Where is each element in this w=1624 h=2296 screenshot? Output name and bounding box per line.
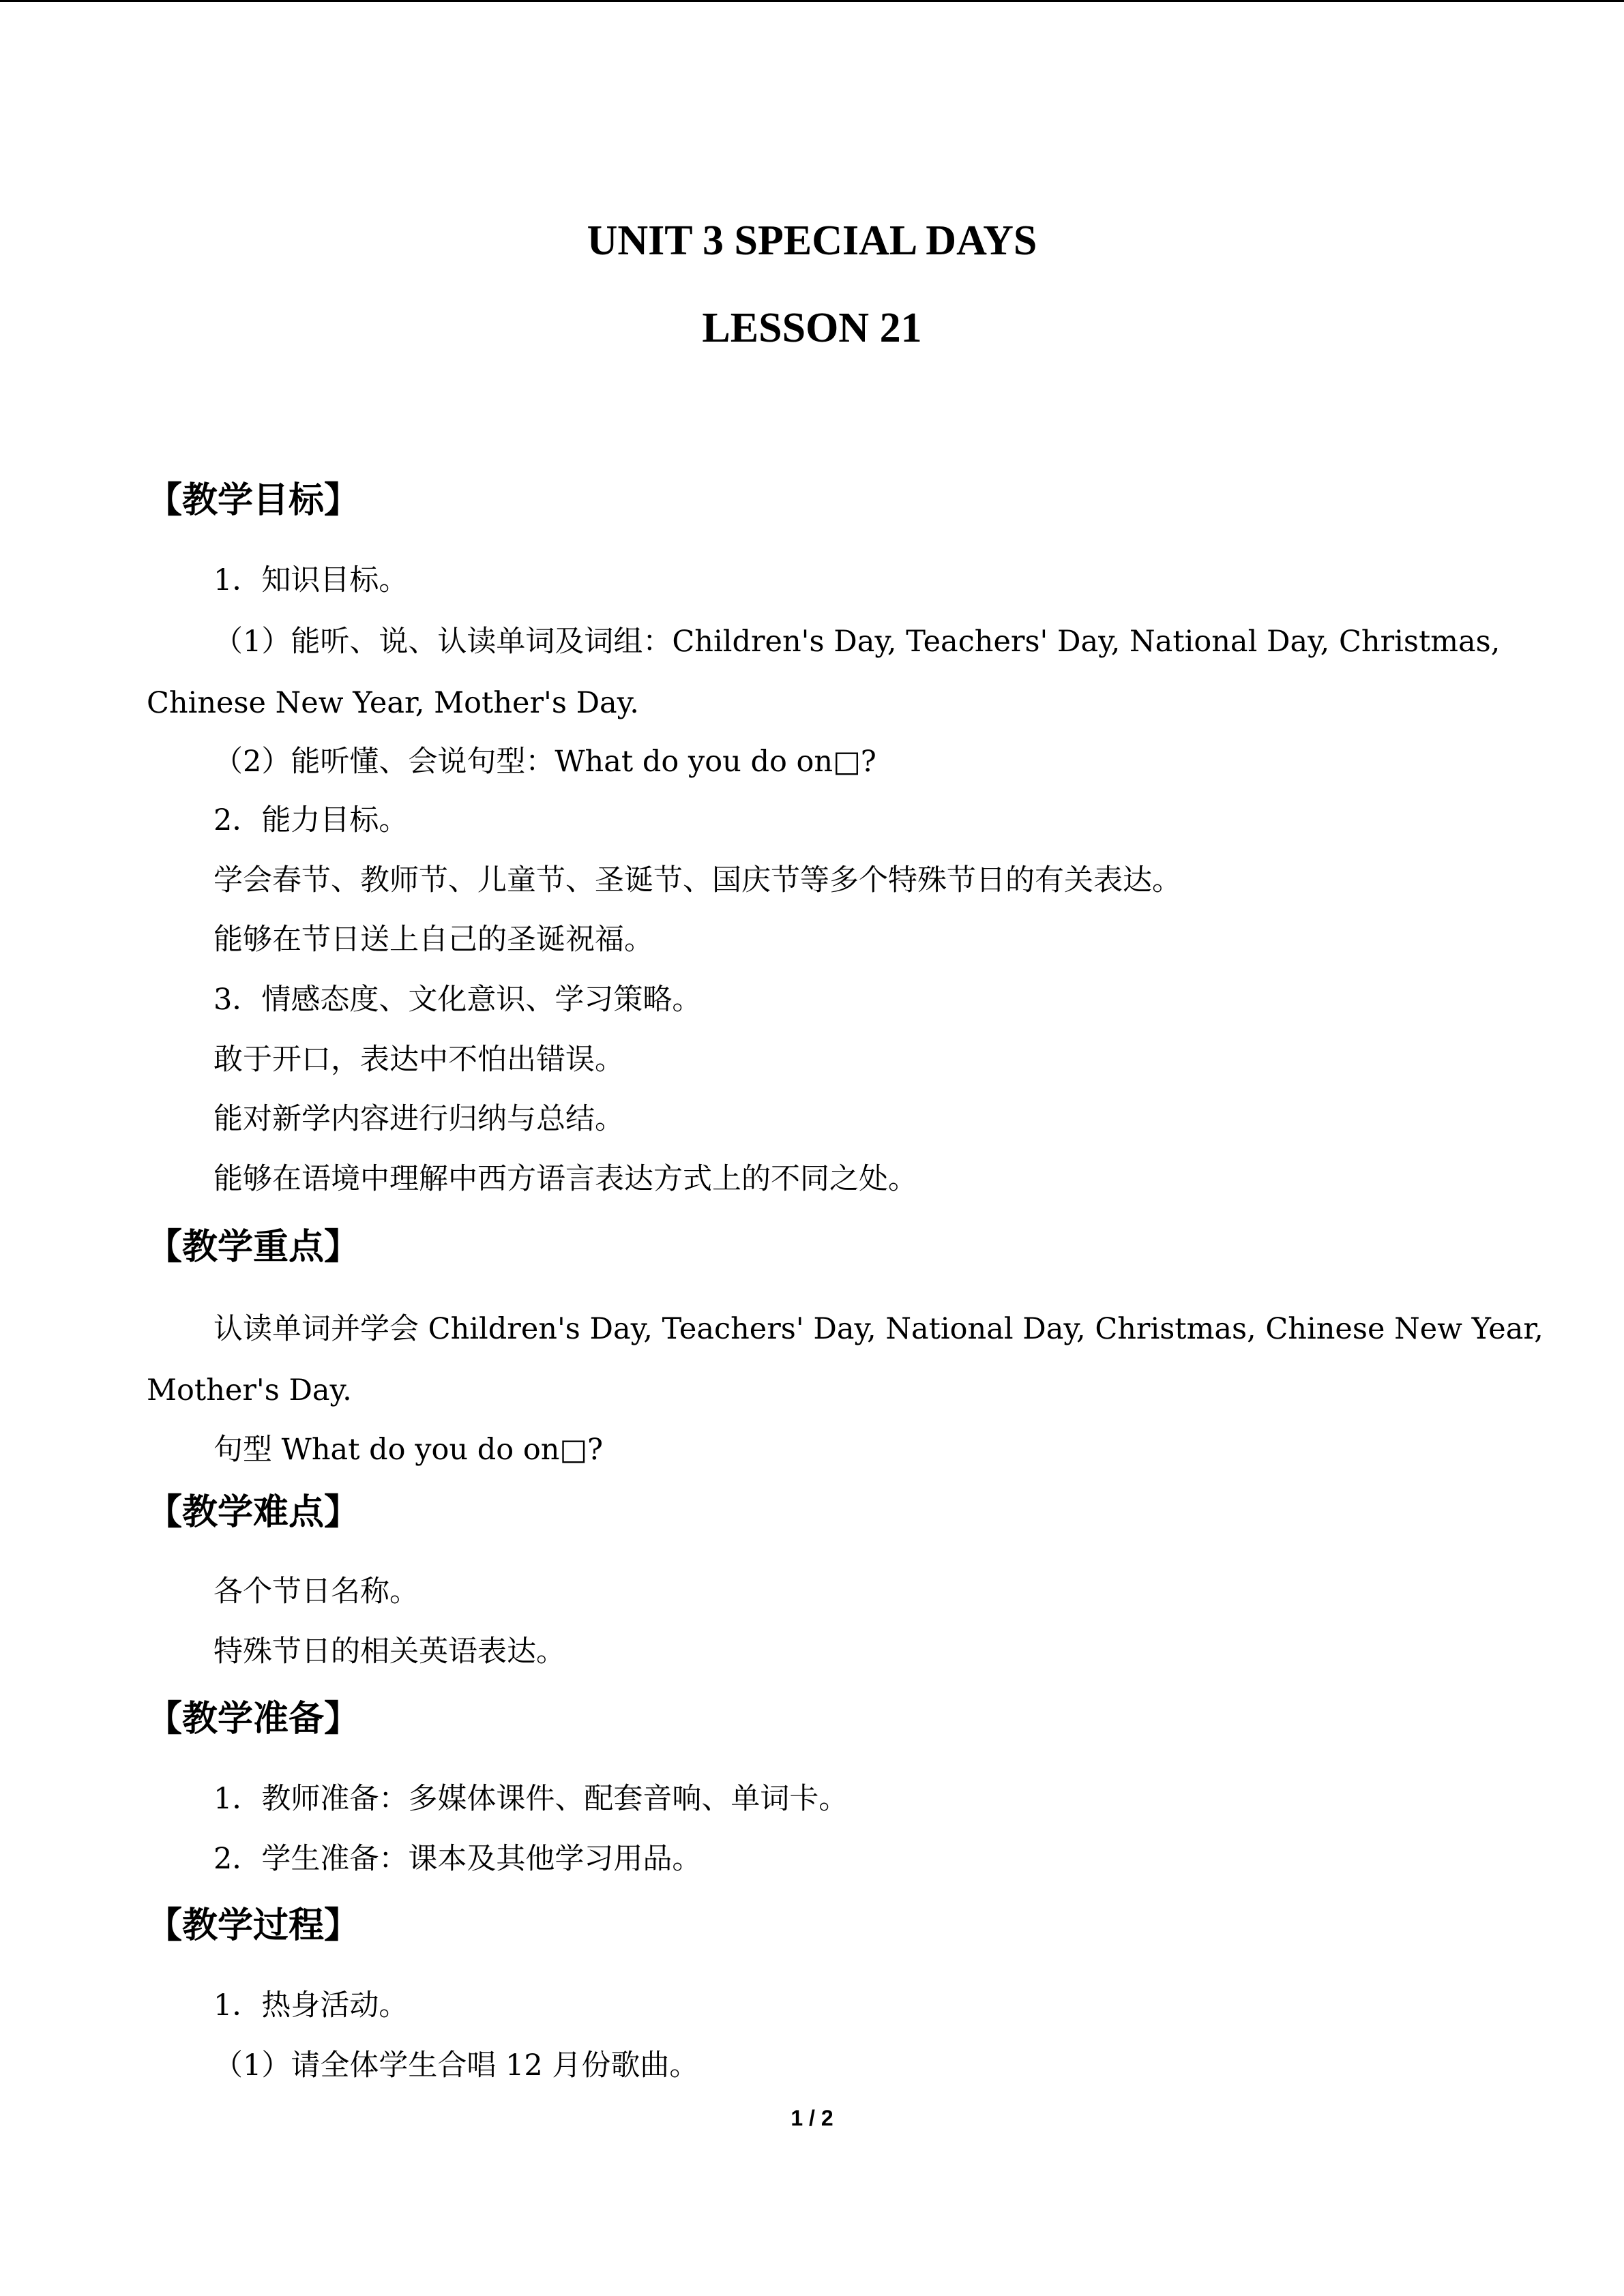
section-heading-difficulties: 【教学难点】 (147, 1492, 360, 1533)
section-heading-preparation: 【教学准备】 (147, 1699, 360, 1740)
objectives-line-11: 能够在语境中理解中西方语言表达方式上的不同之处。 (213, 1162, 917, 1196)
objectives-line-2: （1）能听、说、认读单词及词组：Children's Day, Teachers' Day, National Day, Christmas, (213, 625, 1501, 659)
objectives-line-8: 3．情感态度、文化意识、学习策略。 (213, 983, 702, 1017)
section-heading-objectives: 【教学目标】 (147, 480, 360, 521)
process-line-1: 1．热身活动。 (213, 1988, 409, 2023)
objectives-line-10: 能对新学内容进行归纳与总结。 (213, 1102, 624, 1136)
preparation-line-1: 1．教师准备：多媒体课件、配套音响、单词卡。 (213, 1782, 848, 1816)
key-points-line-1: 认读单词并学会 Children's Day, Teachers' Day, National Day, Christmas, Chinese New Year, (213, 1312, 1544, 1346)
section-heading-key-points: 【教学重点】 (147, 1227, 360, 1268)
preparation-line-2: 2．学生准备：课本及其他学习用品。 (213, 1842, 702, 1876)
key-points-line-2: Mother's Day. (147, 1373, 352, 1407)
document-title: UNIT 3 SPECIAL DAYS (587, 218, 1037, 264)
objectives-line-6: 学会春节、教师节、儿童节、圣诞节、国庆节等多个特殊节日的有关表达。 (213, 863, 1181, 897)
section-heading-process: 【教学过程】 (147, 1905, 360, 1946)
objectives-line-5: 2．能力目标。 (213, 803, 409, 837)
key-points-line-3: 句型 What do you do on□? (213, 1433, 604, 1467)
difficulties-line-2: 特殊节日的相关英语表达。 (213, 1635, 565, 1669)
objectives-line-3: Chinese New Year, Mother's Day. (147, 686, 639, 720)
difficulties-line-1: 各个节日名称。 (213, 1575, 419, 1609)
objectives-line-1: 1．知识目标。 (213, 563, 409, 597)
objectives-line-7: 能够在节日送上自己的圣诞祝福。 (213, 923, 653, 957)
objectives-line-9: 敢于开口，表达中不怕出错误。 (213, 1043, 624, 1077)
objectives-line-4: （2）能听懂、会说句型：What do you do on□? (213, 745, 876, 779)
process-line-2: （1）请全体学生合唱 12 月份歌曲。 (213, 2048, 699, 2083)
page-number: 1 / 2 (791, 2106, 833, 2130)
lesson-title: LESSON 21 (702, 305, 922, 351)
top-border-line (0, 0, 1624, 2)
